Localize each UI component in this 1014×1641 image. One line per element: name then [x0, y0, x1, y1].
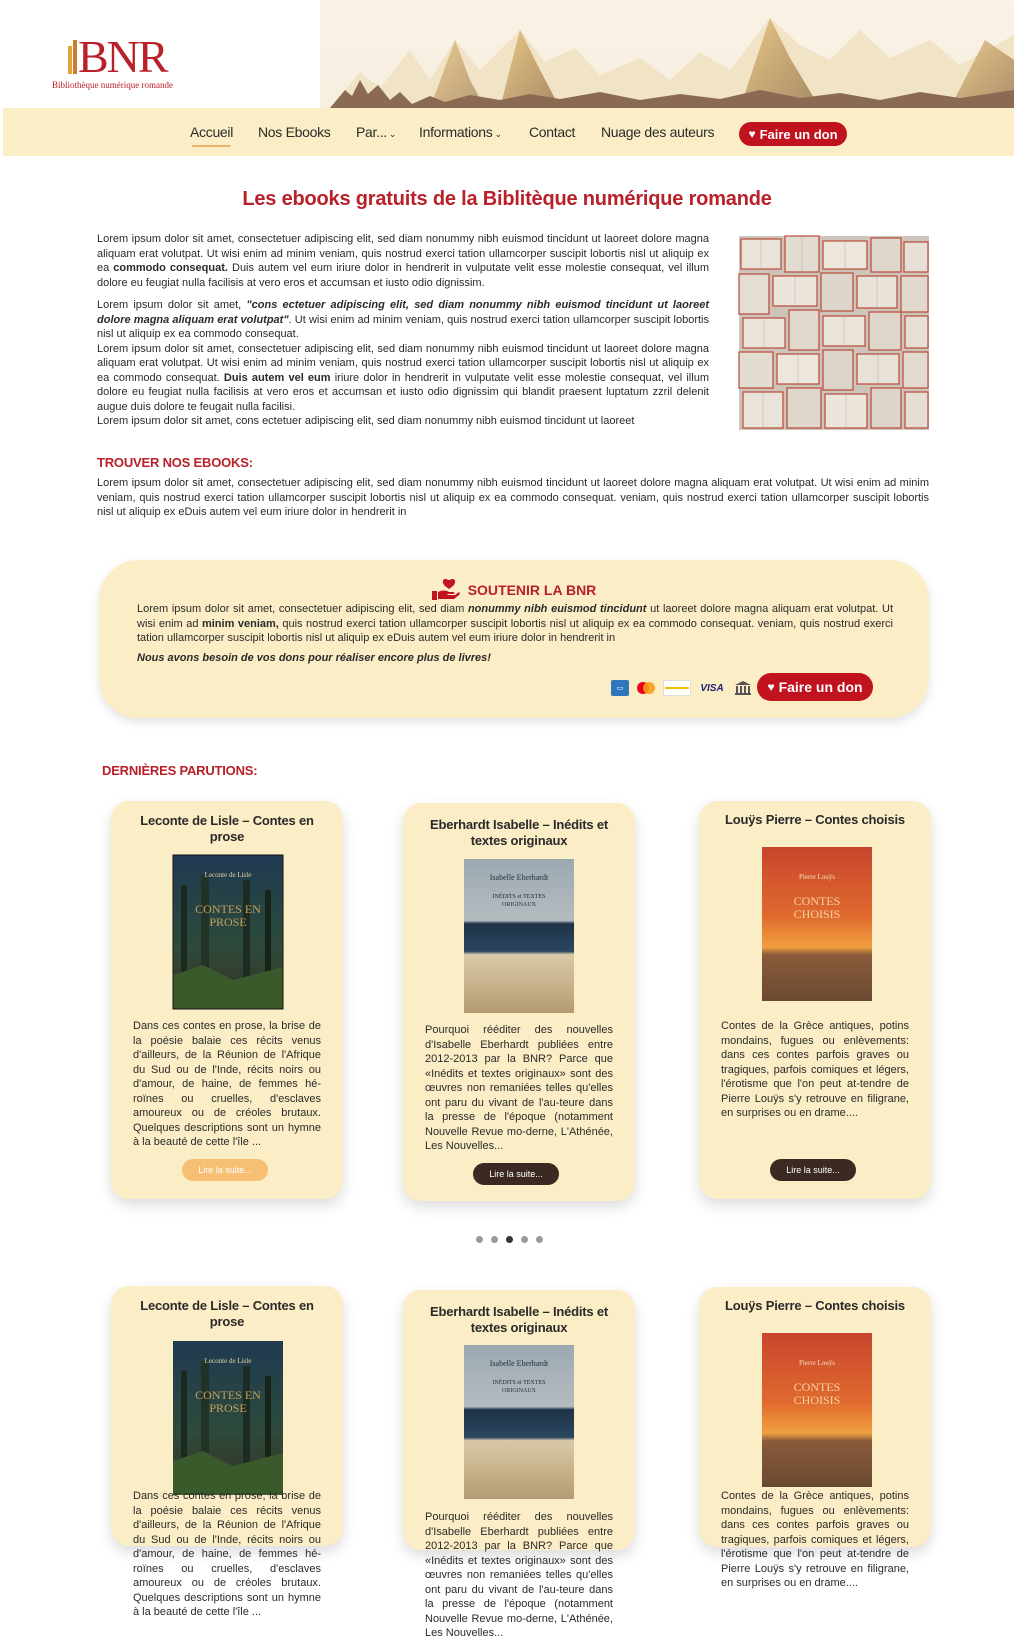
intro-p1-b: Duis autem vel eum iriure dolor in hendrerit in vulputate velit esse molestie consequat, vel illum dolore eu feugiat nulla facilisis at vero eros et accumsan et iusto odio dignissim. [97, 262, 709, 289]
book-cover-contes-en-prose[interactable] [173, 855, 283, 1009]
amex-icon: ▭ [611, 680, 629, 696]
intro-text [97, 232, 709, 429]
cover-title: CONTES EN PROSE [195, 1388, 261, 1415]
payment-methods [611, 678, 753, 698]
support-title-text: SOUTENIR LA BNR [467, 582, 597, 598]
book-title[interactable]: Louÿs Pierre – Contes choisis [725, 812, 905, 827]
book-card [403, 1290, 635, 1639]
nav-donate-button[interactable] [739, 122, 847, 146]
nav-informations[interactable] [419, 124, 502, 140]
read-more-button[interactable]: Lire la suite... [770, 1159, 856, 1181]
intro-p1-a: Lorem ipsum dolor sit amet, consectetuer adipiscing elit, sed diam nonummy nibh euismod tincidunt ut laoreet dolore magna aliquam erat volutpat. Ut wisi enim ad minim veniam, quis nostrud exerci tation ullamcorper suscipit lobortis nisl ut aliquip ex ea [97, 233, 709, 274]
carousel-pagination [476, 1236, 543, 1243]
book-title[interactable]: Eberhardt Isabelle – Inédits et textes originaux [429, 817, 609, 848]
book-card [111, 1286, 343, 1618]
intro-p3-a: Lorem ipsum dolor sit amet, consectetuer adipiscing elit, sed diam nonummy nibh euismod tincidunt ut laoreet dolore magna aliquam erat volutpat. Ut wisi enim ad minim veniam, quis nostrud exerci tation ullamcorper suscipit lobortis nisl ut aliquip ex ea commodo consequat. [97, 342, 709, 384]
book-card [403, 803, 635, 1201]
book-card [111, 801, 343, 1199]
cover-title: INÉDITS et TEXTES ORIGINAUX [492, 894, 546, 908]
nav-par[interactable] [356, 124, 396, 140]
support-text-a: Lorem ipsum dolor sit amet, consectetuer adipiscing elit, sed diam [137, 603, 468, 615]
intro-p2-b: . Ut wisi enim ad minim veniam, quis nostrud exerci tation ullamcorper suscipit lobortis nisl ut aliquip ex ea commodo consequat. [97, 313, 709, 340]
heart-icon: ♥ [748, 127, 756, 141]
book-summary: Pourquoi rééditer des nouvelles d'Isabelle Eberhardt publiées entre 2012-2013 par la BNR? Parce que «Inédits et textes originaux» sont des œuvres non remaniées telles qu'elles ont paru du vivant de l'au-teure dans la presse de l'époque (notamment Nouvelle Revue mo-derne, L'Athénée, Les Nouvelles... [425, 1511, 613, 1639]
support-donate-button[interactable] [757, 673, 873, 701]
book-summary: Contes de la Grèce antiques, potins mondains, fugues ou enlèvements: dans ces contes parfois graves ou tragiques, parfois comiques et légers, l'érotisme que l'on peut at-tendre de Pierre Louÿs s'y retrouve en filigrane, en surprises ou en drame.... [721, 1490, 909, 1589]
logo-text: BNR [78, 31, 167, 82]
read-more-button[interactable]: Lire la suite... [473, 1163, 559, 1185]
book-summary: Dans ces contes en prose, la brise de la poésie balaie ces récits venus d'ailleurs, de la Réunion de l'Afrique du Sud ou de l'Inde, récits noirs ou d'amour, de haine, de femmes hé-roïnes ou cruelles, d'esclaves amoureux ou de créoles brutaux. Quelques descriptions sont un hymne à la beauté de cette l'île ... [133, 1020, 321, 1148]
logo-subtitle: Bibliothèque numérique romande [52, 80, 173, 90]
book-title[interactable]: Eberhardt Isabelle – Inédits et textes originaux [429, 1304, 609, 1335]
cover-title: CONTES CHOISIS [793, 1380, 841, 1407]
book-card [699, 1287, 931, 1589]
support-donate-label: Faire un don [778, 679, 863, 695]
postfinance-icon [663, 680, 691, 696]
support-text-em: nonummy nibh euismod tincidunt [467, 603, 647, 615]
bank-icon [733, 680, 753, 696]
book-title[interactable]: Leconte de Lisle – Contes en prose [140, 813, 314, 844]
support-text-b: ut laoreet dolore magna aliquam erat volutpat. Ut wisi enim ad [137, 603, 893, 630]
main-navigation-bar [3, 108, 1014, 156]
book-cover-inedits[interactable] [464, 1345, 574, 1499]
intro-p3-b: iriure dolor in hendrerit in vulputate velit esse molestie consequat, vel illum dolore eu feugiat nulla facilisis at vero eros et accumsan et iusto odio dignissim qui blandit praesent luptatum zzril delenit augue duis dolore te feugait nulla facilisi. [97, 371, 709, 413]
nav-informations-label: Informations [419, 124, 493, 140]
visa-icon: VISA [700, 682, 724, 694]
book-title[interactable]: Leconte de Lisle – Contes en prose [140, 1298, 314, 1329]
carousel-dot-active[interactable] [506, 1236, 513, 1243]
mastercard-icon [635, 680, 657, 696]
support-text [137, 602, 893, 646]
intro-p2-quote: "cons ectetuer adipiscing elit, sed diam nonummy nibh euismod tincidunt ut laoreet dolore magna aliquam erat volutpat" [97, 299, 709, 326]
nav-nos-ebooks[interactable]: Nos Ebooks [258, 124, 331, 140]
book-cover-contes-choisis[interactable] [762, 1333, 872, 1487]
chevron-down-icon: ⌄ [494, 129, 502, 139]
book-cover-contes-en-prose[interactable] [173, 1341, 283, 1495]
page-title: Les ebooks gratuits de la Biblitèque numérique romande [242, 188, 772, 210]
intro-p3-bold: Duis autem vel eum [223, 371, 331, 384]
nav-donate-label: Faire un don [759, 126, 838, 142]
support-box [99, 560, 929, 718]
intro-paragraph [97, 298, 709, 342]
open-books-image [739, 236, 929, 430]
cover-author: Pierre Louÿs [799, 1359, 835, 1367]
site-header [0, 0, 1014, 108]
chevron-down-icon: ⌄ [388, 129, 397, 139]
book-card [699, 801, 931, 1199]
open-books-photo [739, 236, 929, 430]
find-ebooks-heading: TROUVER NOS EBOOKS: [97, 455, 253, 470]
cover-title: INÉDITS et TEXTES ORIGINAUX [492, 1380, 546, 1394]
intro-p1-bold: commodo consequat. [113, 262, 228, 274]
hand-heart-icon [432, 578, 460, 600]
nav-contact[interactable]: Contact [529, 124, 576, 140]
book-summary: Contes de la Grèce antiques, potins mondains, fugues ou enlèvements: dans ces contes parfois graves ou tragiques, parfois comiques et légers, l'érotisme que l'on peut at-tendre de Pierre Louÿs s'y retrouve en filigrane, en surprises ou en drame.... [721, 1020, 909, 1119]
intro-paragraph [97, 232, 709, 290]
support-title [99, 578, 929, 600]
support-text-bold: minim veniam, [201, 617, 279, 630]
support-text-c: quis nostrud exerci tation ullamcorper suscipit lobortis nisl ut aliquip ex ea commodo consequat. veniam, quis nostrud exerci tation ullamcorper suscipit lobortis nisl ut aliquip ex eDuis autem vel eum iriure dolor in hendrerit in [137, 617, 893, 644]
cover-author: Isabelle Eberhardt [489, 873, 549, 882]
carousel-dot[interactable] [476, 1236, 483, 1243]
intro-paragraph: Lorem ipsum dolor sit amet, cons ectetuer adipiscing elit, sed diam nonummy nibh euismod tincidunt ut laoreet [97, 415, 635, 427]
main-nav [3, 108, 1014, 156]
cover-title: CONTES CHOISIS [793, 894, 841, 921]
carousel-dot[interactable] [536, 1236, 543, 1243]
book-title[interactable]: Louÿs Pierre – Contes choisis [725, 1298, 905, 1313]
nav-nuage-des-auteurs[interactable]: Nuage des auteurs [601, 124, 715, 140]
find-ebooks-text: Lorem ipsum dolor sit amet, consectetuer adipiscing elit, sed diam nonummy nibh euismod tincidunt ut laoreet dolore magna aliquam erat volutpat. Ut wisi enim ad minim veniam, quis nostrud exerci tation ullamcorper suscipit lobortis nisl ut aliquip ex ea commodo consequat. veniam, quis nostrud exerci tation ullamcorper suscipit lobortis nisl ut aliquip ex eDuis autem vel eum iriure dolor in hendrerit in [97, 477, 929, 518]
book-summary: Pourquoi rééditer des nouvelles d'Isabelle Eberhardt publiées entre 2012-2013 par la BNR? Parce que «Inédits et textes originaux» sont des œuvres non remaniées telles qu'elles ont paru du vivant de l'au-teure dans la presse de l'époque (notamment Nouvelle Revue mo-derne, L'Athénée, Les Nouvelles... [425, 1024, 613, 1152]
nav-par-label: Par... [356, 124, 387, 140]
bnr-logo[interactable] [52, 28, 212, 98]
book-summary: Dans ces contes en prose, la brise de la poésie balaie ces récits venus d'ailleurs, de la Réunion de l'Afrique du Sud ou de l'Inde, récits noirs ou d'amour, de haine, de femmes hé-roïnes ou cruelles, d'esclaves amoureux ou de créoles brutaux. Quelques descriptions sont un hymne à la beauté de cette l'île ... [133, 1490, 321, 1618]
intro-paragraph [97, 342, 709, 415]
cover-author: Leconte de Lisle [204, 1357, 252, 1365]
heart-icon: ♥ [767, 680, 775, 694]
cover-author: Leconte de Lisle [204, 871, 252, 879]
support-need-text: Nous avons besoin de vos dons pour réaliser encore plus de livres! [137, 652, 491, 664]
carousel-dot[interactable] [491, 1236, 498, 1243]
carousel-dot[interactable] [521, 1236, 528, 1243]
cover-author: Pierre Louÿs [799, 873, 835, 881]
nav-accueil[interactable]: Accueil [190, 124, 234, 140]
book-cover-inedits[interactable] [464, 859, 574, 1013]
latest-heading: DERNIÈRES PARUTIONS: [102, 763, 258, 778]
cover-author: Isabelle Eberhardt [489, 1359, 549, 1368]
intro-p2-a: Lorem ipsum dolor sit amet, [97, 299, 247, 311]
read-more-button[interactable]: Lire la suite... [182, 1159, 268, 1181]
cover-title: CONTES EN PROSE [195, 902, 261, 929]
book-cover-contes-choisis[interactable] [762, 847, 872, 1001]
